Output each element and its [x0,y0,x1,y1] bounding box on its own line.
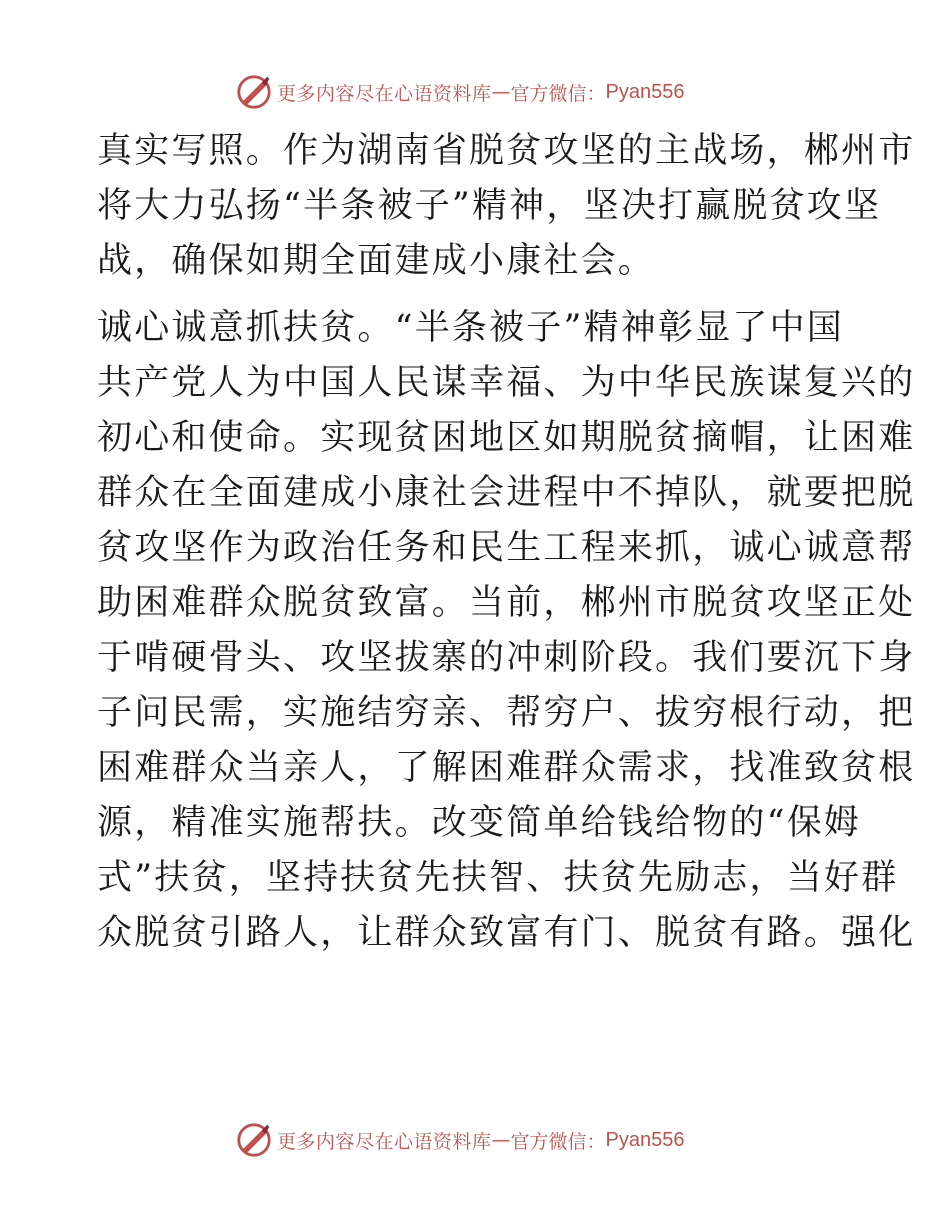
document-body [97,124,916,961]
text-line: 子问民需，实施结穷亲、帮穷户、拔穷根行动，把 [97,693,916,733]
text-line: 众脱贫引路人，让群众致富有门、脱贫有路。强化 [97,913,916,953]
watermark-text: 更多内容尽在心语资料库 [277,82,492,105]
text-line: 贫攻坚作为政治任务和民生工程来抓，诚心诚意帮 [97,528,916,568]
header-watermark [235,72,685,112]
text-line: 式”扶贫，坚持扶贫先扶智、扶贫先励志，当好群 [97,858,899,898]
watermark-wechat-label: 官方微信： [510,82,606,105]
footer-watermark [235,1120,685,1160]
watermark-dash: — [491,81,511,103]
text-line: 困难群众当亲人，了解困难群众需求，找准致贫根 [97,748,916,788]
paragraph-1 [97,124,916,289]
text-line: 真实写照。作为湖南省脱贫攻坚的主战场，郴州市 [97,131,916,171]
watermark-wechat-id: Pyan556 [605,80,685,103]
watermark-text: 更多内容尽在心语资料库 [277,1130,492,1153]
text-line: 初心和使命。实现贫困地区如期脱贫摘帽，让困难 [97,418,916,458]
watermark-dash: — [491,1129,511,1151]
text-line: 助困难群众脱贫致富。当前，郴州市脱贫攻坚正处 [97,583,916,623]
text-line: 战，确保如期全面建成小康社会。 [97,241,656,281]
text-line: 诚心诚意抓扶贫。“半条被子”精神彰显了中国 [97,308,844,348]
text-line: 源，精准实施帮扶。改变简单给钱给物的“保姆 [97,803,862,843]
watermark-wechat-id: Pyan556 [605,1128,685,1151]
pen-logo-icon [235,1121,273,1159]
text-line: 于啃硬骨头、攻坚拔寨的冲刺阶段。我们要沉下身 [97,638,916,678]
text-line: 将大力弘扬“半条被子”精神，坚决打赢脱贫攻坚 [97,186,882,226]
paragraph-2 [97,301,916,961]
watermark-wechat-label: 官方微信： [510,1130,606,1153]
text-line: 群众在全面建成小康社会进程中不掉队，就要把脱 [97,473,916,513]
pen-logo-icon [235,73,273,111]
text-line: 共产党人为中国人民谋幸福、为中华民族谋复兴的 [97,363,916,403]
paragraph-spacer [97,289,857,301]
